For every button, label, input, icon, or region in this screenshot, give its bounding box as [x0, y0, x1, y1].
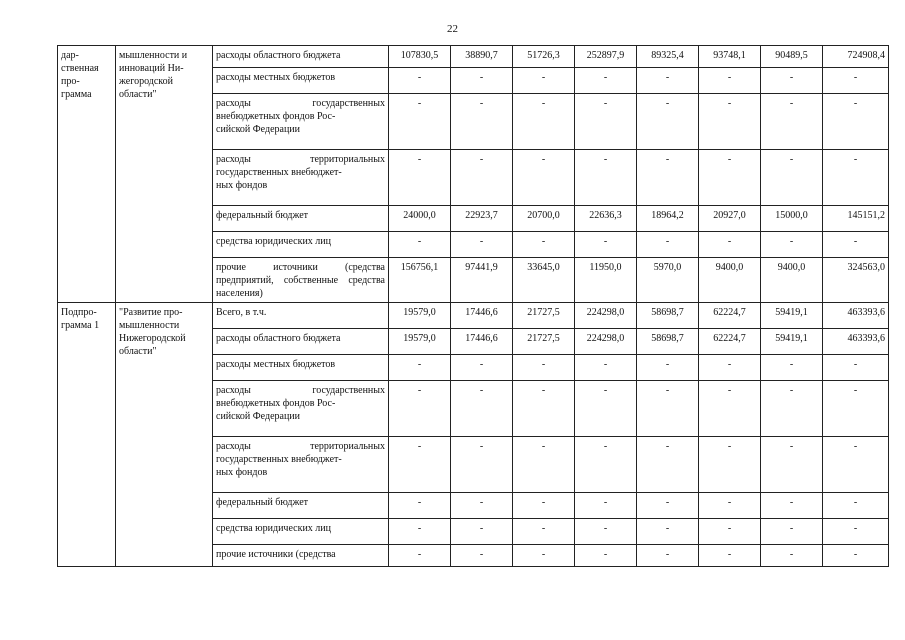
year-value-cell: - — [575, 545, 637, 567]
total-value-cell: - — [823, 437, 889, 493]
year-value-cell: 15000,0 — [761, 206, 823, 232]
year-value-cell: 62224,7 — [699, 303, 761, 329]
year-value-cell: - — [513, 94, 575, 150]
program-cell: Подпро- грамма 1 — [58, 303, 116, 567]
year-value-cell: - — [451, 493, 513, 519]
year-value-cell: - — [575, 437, 637, 493]
year-value-cell: 156756,1 — [389, 258, 451, 303]
program-name-cell: "Развитие про- мышленности Нижегородской области" — [116, 303, 213, 567]
year-value-cell: - — [637, 493, 699, 519]
year-value-cell: - — [699, 68, 761, 94]
year-value-cell: 24000,0 — [389, 206, 451, 232]
year-value-cell: - — [699, 493, 761, 519]
year-value-cell: - — [637, 232, 699, 258]
funding-source-cell: расходы местных бюджетов — [213, 355, 389, 381]
funding-source-cell: расходы областного бюджета — [213, 46, 389, 68]
year-value-cell: - — [699, 545, 761, 567]
total-value-cell: - — [823, 94, 889, 150]
program-cell: дар- ственная про- грамма — [58, 46, 116, 303]
funding-source-cell: федеральный бюджет — [213, 493, 389, 519]
year-value-cell: - — [761, 68, 823, 94]
year-value-cell: - — [389, 545, 451, 567]
year-value-cell: - — [761, 519, 823, 545]
year-value-cell: - — [575, 493, 637, 519]
year-value-cell: - — [451, 355, 513, 381]
year-value-cell: 11950,0 — [575, 258, 637, 303]
year-value-cell: - — [761, 545, 823, 567]
year-value-cell: - — [451, 381, 513, 437]
year-value-cell: 252897,9 — [575, 46, 637, 68]
total-value-cell: 463393,6 — [823, 329, 889, 355]
year-value-cell: - — [761, 355, 823, 381]
funding-source-cell: Всего, в т.ч. — [213, 303, 389, 329]
funding-source-cell: расходы областного бюджета — [213, 329, 389, 355]
year-value-cell: - — [637, 150, 699, 206]
total-value-cell: 324563,0 — [823, 258, 889, 303]
total-value-cell: - — [823, 381, 889, 437]
year-value-cell: - — [451, 94, 513, 150]
total-value-cell: - — [823, 150, 889, 206]
year-value-cell: - — [513, 381, 575, 437]
year-value-cell: - — [761, 94, 823, 150]
year-value-cell: 59419,1 — [761, 329, 823, 355]
year-value-cell: 19579,0 — [389, 329, 451, 355]
year-value-cell: 19579,0 — [389, 303, 451, 329]
year-value-cell: 9400,0 — [699, 258, 761, 303]
year-value-cell: 18964,2 — [637, 206, 699, 232]
year-value-cell: 21727,5 — [513, 329, 575, 355]
year-value-cell: - — [513, 519, 575, 545]
year-value-cell: - — [513, 150, 575, 206]
funding-source-cell: федеральный бюджет — [213, 206, 389, 232]
year-value-cell: - — [699, 150, 761, 206]
funding-source-cell: расходы территориальных государственных внебюджет- ных фондов — [213, 150, 389, 206]
year-value-cell: - — [761, 493, 823, 519]
year-value-cell: 9400,0 — [761, 258, 823, 303]
year-value-cell: - — [451, 232, 513, 258]
year-value-cell: - — [389, 68, 451, 94]
year-value-cell: - — [389, 493, 451, 519]
funding-source-cell: расходы государственных внебюджетных фондов Рос- сийской Федерации — [213, 381, 389, 437]
year-value-cell: - — [575, 519, 637, 545]
year-value-cell: - — [761, 381, 823, 437]
table-row — [58, 303, 889, 329]
year-value-cell: - — [451, 519, 513, 545]
year-value-cell: 93748,1 — [699, 46, 761, 68]
year-value-cell: 17446,6 — [451, 329, 513, 355]
year-value-cell: - — [389, 519, 451, 545]
year-value-cell: 38890,7 — [451, 46, 513, 68]
year-value-cell: - — [513, 545, 575, 567]
year-value-cell: - — [513, 355, 575, 381]
year-value-cell: - — [699, 355, 761, 381]
total-value-cell: - — [823, 68, 889, 94]
year-value-cell: - — [637, 381, 699, 437]
year-value-cell: - — [575, 94, 637, 150]
year-value-cell: - — [451, 68, 513, 94]
year-value-cell: - — [451, 545, 513, 567]
year-value-cell: - — [389, 437, 451, 493]
year-value-cell: - — [699, 232, 761, 258]
program-name-cell: мышленности и инноваций Ни- жегородской области" — [116, 46, 213, 303]
year-value-cell: 62224,7 — [699, 329, 761, 355]
year-value-cell: - — [451, 150, 513, 206]
year-value-cell: 22636,3 — [575, 206, 637, 232]
year-value-cell: - — [389, 150, 451, 206]
total-value-cell: - — [823, 545, 889, 567]
year-value-cell: 97441,9 — [451, 258, 513, 303]
total-value-cell: 463393,6 — [823, 303, 889, 329]
year-value-cell: - — [699, 437, 761, 493]
year-value-cell: - — [513, 437, 575, 493]
total-value-cell: 145151,2 — [823, 206, 889, 232]
year-value-cell: 224298,0 — [575, 303, 637, 329]
year-value-cell: 5970,0 — [637, 258, 699, 303]
year-value-cell: 90489,5 — [761, 46, 823, 68]
year-value-cell: - — [637, 355, 699, 381]
year-value-cell: - — [761, 150, 823, 206]
funding-source-cell: средства юридических лиц — [213, 519, 389, 545]
year-value-cell: - — [451, 437, 513, 493]
year-value-cell: - — [575, 232, 637, 258]
funding-source-cell: расходы территориальных государственных внебюджет- ных фондов — [213, 437, 389, 493]
year-value-cell: 51726,3 — [513, 46, 575, 68]
year-value-cell: - — [699, 519, 761, 545]
year-value-cell: - — [575, 381, 637, 437]
funding-source-cell: расходы государственных внебюджетных фондов Рос- сийской Федерации — [213, 94, 389, 150]
year-value-cell: 20700,0 — [513, 206, 575, 232]
year-value-cell: - — [513, 493, 575, 519]
year-value-cell: 20927,0 — [699, 206, 761, 232]
funding-source-cell: прочие источники (средства — [213, 545, 389, 567]
year-value-cell: 21727,5 — [513, 303, 575, 329]
year-value-cell: - — [761, 437, 823, 493]
year-value-cell: - — [513, 68, 575, 94]
year-value-cell: 22923,7 — [451, 206, 513, 232]
year-value-cell: 58698,7 — [637, 303, 699, 329]
year-value-cell: 58698,7 — [637, 329, 699, 355]
total-value-cell: - — [823, 232, 889, 258]
budget-table — [57, 45, 889, 567]
year-value-cell: - — [575, 150, 637, 206]
table-row — [58, 46, 889, 68]
year-value-cell: 224298,0 — [575, 329, 637, 355]
year-value-cell: - — [637, 437, 699, 493]
year-value-cell: - — [637, 68, 699, 94]
year-value-cell: - — [389, 232, 451, 258]
year-value-cell: - — [637, 545, 699, 567]
year-value-cell: 33645,0 — [513, 258, 575, 303]
funding-source-cell: прочие источники (средства предприятий, собственные средства населения) — [213, 258, 389, 303]
year-value-cell: 89325,4 — [637, 46, 699, 68]
year-value-cell: - — [389, 94, 451, 150]
funding-source-cell: средства юридических лиц — [213, 232, 389, 258]
year-value-cell: - — [699, 94, 761, 150]
total-value-cell: 724908,4 — [823, 46, 889, 68]
year-value-cell: - — [761, 232, 823, 258]
year-value-cell: - — [575, 68, 637, 94]
year-value-cell: - — [699, 381, 761, 437]
year-value-cell: - — [389, 381, 451, 437]
total-value-cell: - — [823, 493, 889, 519]
year-value-cell: 59419,1 — [761, 303, 823, 329]
year-value-cell: - — [637, 519, 699, 545]
page-number: 22 — [447, 23, 458, 35]
year-value-cell: - — [513, 232, 575, 258]
year-value-cell: - — [575, 355, 637, 381]
year-value-cell: 107830,5 — [389, 46, 451, 68]
year-value-cell: - — [637, 94, 699, 150]
total-value-cell: - — [823, 355, 889, 381]
funding-source-cell: расходы местных бюджетов — [213, 68, 389, 94]
total-value-cell: - — [823, 519, 889, 545]
year-value-cell: - — [389, 355, 451, 381]
year-value-cell: 17446,6 — [451, 303, 513, 329]
